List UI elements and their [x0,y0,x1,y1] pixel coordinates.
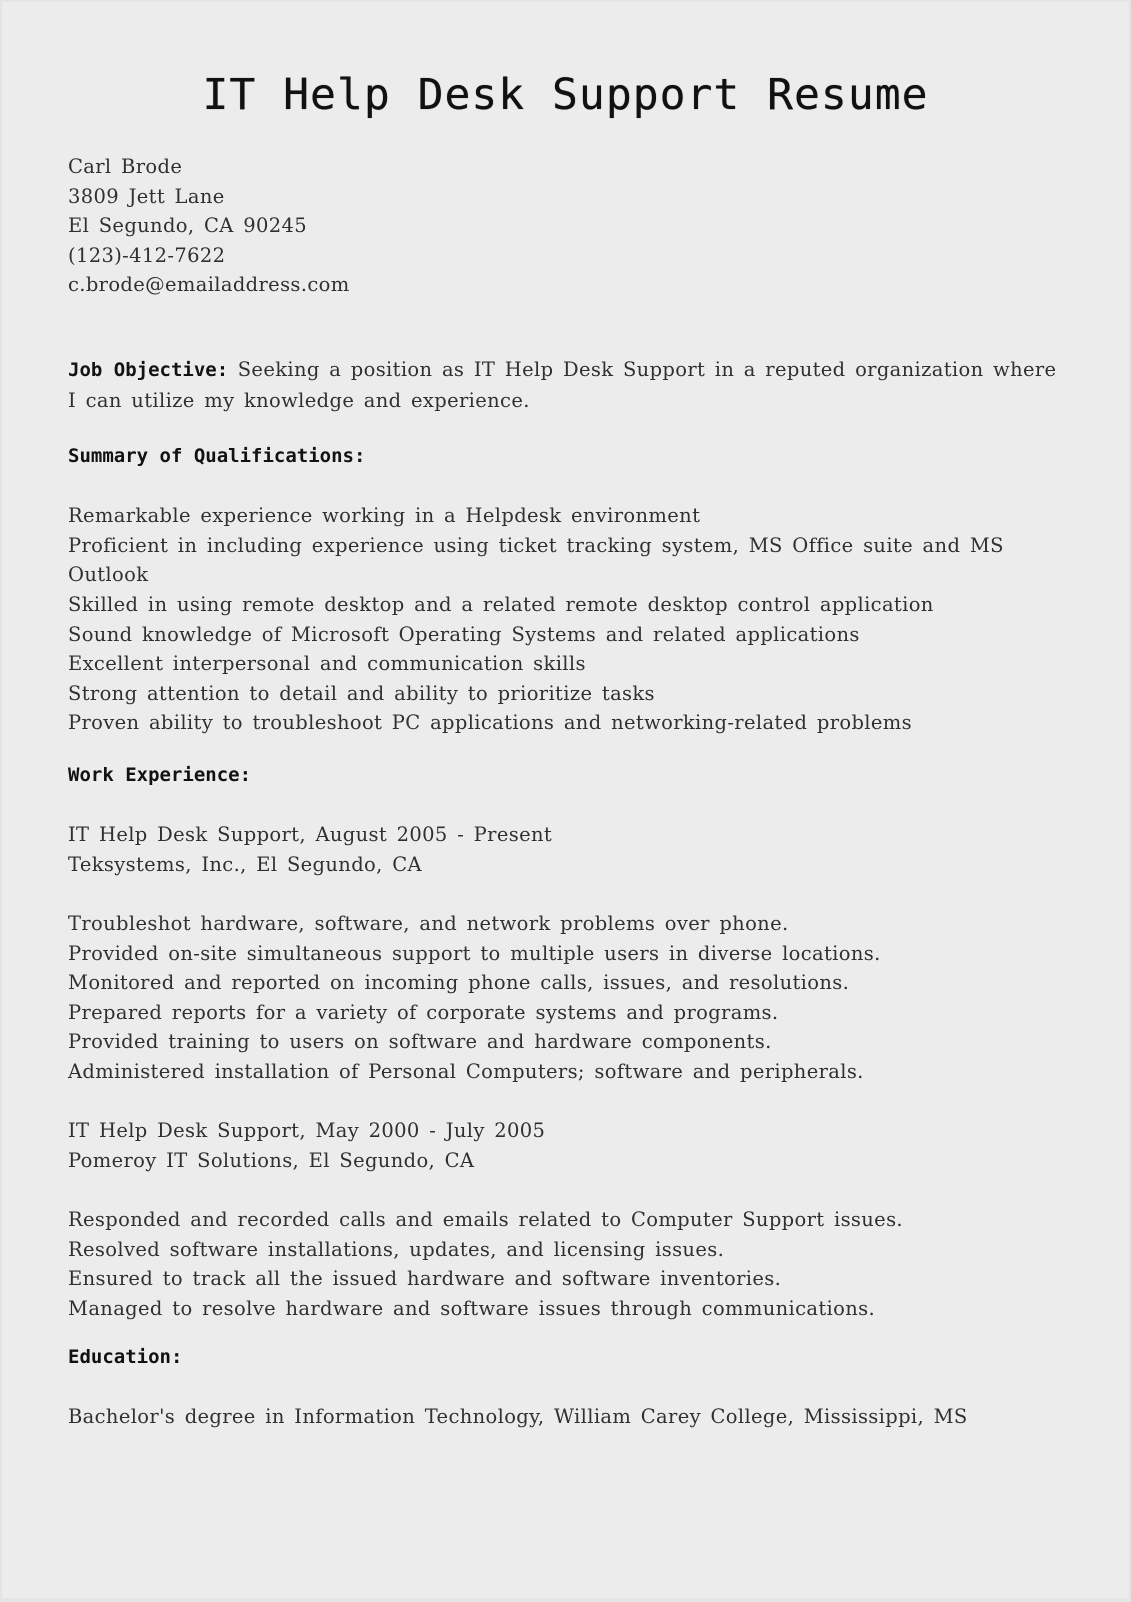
qualification-item: Strong attention to detail and ability to prioritize tasks [68,681,655,705]
job-duty: Prepared reports for a variety of corporate systems and programs. [68,1000,779,1024]
job-duty: Managed to resolve hardware and software issues through communications. [68,1296,876,1320]
qualification-item: Sound knowledge of Microsoft Operating Systems and related applications [68,622,860,646]
objective-text-continued: I can utilize my knowledge and experience. [68,388,530,412]
objective-text: Seeking a position as IT Help Desk Support in a reputed organization where [237,358,1057,381]
job-duty: Ensured to track all the issued hardware and software inventories. [68,1267,782,1291]
qualification-item: Skilled in using remote desktop and a related remote desktop control application [68,592,934,616]
qualifications-section [68,442,1069,738]
qualification-item: Outlook [68,563,149,587]
qualification-item: Proficient in including experience using ticket tracking system, MS Office suite and MS [68,533,1004,557]
job-duty: Troubleshot hardware, software, and network problems over phone. [68,911,789,935]
resume-page [2,2,1129,1598]
contact-email: c.brode@emailaddress.com [68,273,350,297]
job-title: IT Help Desk Support, May 2000 - July 2005 [68,1119,546,1143]
job-duty: Provided on-site simultaneous support to multiple users in diverse locations. [68,941,881,965]
objective-section [68,355,1069,415]
experience-heading: Work Experience: [68,764,252,786]
qualification-item: Proven ability to troubleshoot PC applications and networking-related problems [68,711,912,735]
job-duty: Resolved software installations, updates, and licensing issues. [68,1237,725,1261]
job-duty: Responded and recorded calls and emails related to Computer Support issues. [68,1207,903,1231]
contact-city: El Segundo, CA 90245 [68,214,308,238]
experience-section [68,761,1069,1323]
job-duty: Monitored and reported on incoming phone calls, issues, and resolutions. [68,971,850,995]
job-duty: Administered installation of Personal Computers; software and peripherals. [68,1059,864,1083]
job-duty: Provided training to users on software and hardware components. [68,1030,772,1054]
contact-phone: (123)-412-7622 [68,243,226,267]
contact-block [68,152,1069,300]
contact-street: 3809 Jett Lane [68,184,225,208]
qualification-item: Remarkable experience working in a Helpdesk environment [68,504,701,528]
contact-name: Carl Brode [68,155,183,178]
resume-title: IT Help Desk Support Resume [202,70,929,120]
job-company: Teksystems, Inc., El Segundo, CA [68,852,422,876]
objective-label: Job Objective: [68,359,229,381]
education-heading: Education: [68,1346,183,1368]
job-company: Pomeroy IT Solutions, El Segundo, CA [68,1148,475,1172]
education-section [68,1343,1069,1432]
qualification-item: Excellent interpersonal and communication skills [68,652,586,676]
job-title: IT Help Desk Support, August 2005 - Present [68,823,553,847]
qualifications-heading: Summary of Qualifications: [68,445,366,467]
education-degree: Bachelor's degree in Information Technology, William Carey College, Mississippi, MS [68,1405,968,1429]
